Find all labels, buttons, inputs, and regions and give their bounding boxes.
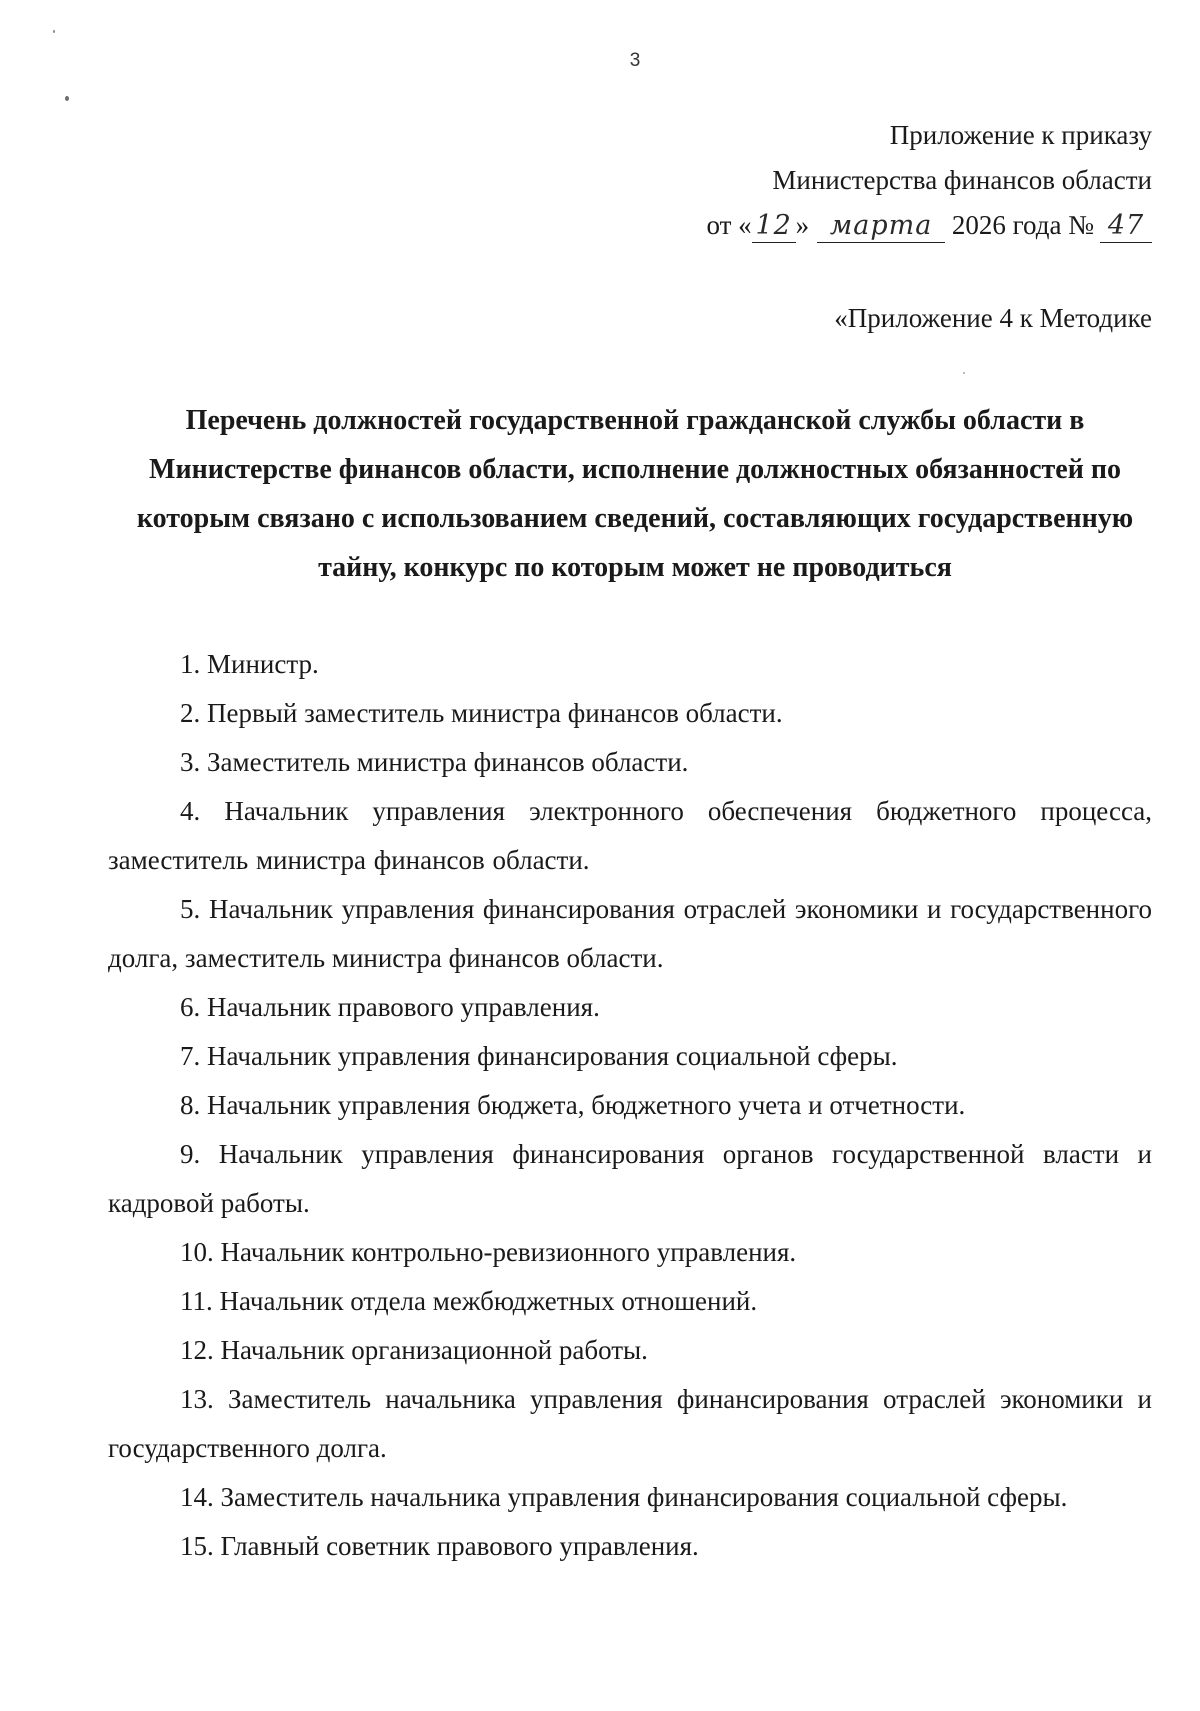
list-item: 4. Начальник управления электронного обеспечения бюджетного процесса, заместитель министра финансов области. — [108, 796, 1152, 875]
list-item: 7. Начальник управления финансирования социальной сферы. — [180, 1041, 898, 1071]
scan-speck — [53, 30, 55, 33]
day-field — [752, 210, 796, 243]
approval-block — [706, 113, 1152, 248]
list-item: 14. Заместитель начальника управления финансирования социальной сферы. — [180, 1482, 1068, 1512]
order-number-field — [1100, 210, 1152, 243]
list-item: 2. Первый заместитель министра финансов области. — [180, 698, 783, 728]
list-item: 3. Заместитель министра финансов области. — [180, 747, 689, 777]
approval-line-1: Приложение к приказу — [889, 120, 1152, 150]
appendix-reference: «Приложение 4 к Методике — [834, 303, 1152, 333]
list-item: 6. Начальник правового управления. — [180, 992, 600, 1022]
positions-list — [108, 640, 1152, 1571]
list-item: 1. Министр. — [180, 649, 319, 679]
list-item: 9. Начальник управления финансирования органов государственной власти и кадровой работы. — [108, 1139, 1152, 1218]
approval-line-2: Министерства финансов области — [772, 165, 1152, 195]
list-item: 11. Начальник отдела межбюджетных отношений. — [180, 1286, 758, 1316]
date-prefix: от « — [706, 210, 752, 240]
list-item: 5. Начальник управления финансирования отраслей экономики и государственного долга, заместитель министра финансов области. — [108, 894, 1152, 973]
list-item: 10. Начальник контрольно-ревизионного управления. — [180, 1237, 797, 1267]
document-title: Перечень должностей государственной гражданской службы области в Министерстве финансов области, исполнение должностных обязанностей по которым связано с использованием сведений, составляющих государственную тайну, конкурс по которым может не проводиться — [136, 405, 1134, 583]
list-item: 13. Заместитель начальника управления финансирования отраслей экономики и государственного долга. — [108, 1384, 1152, 1463]
day-suffix: » — [795, 210, 810, 240]
page-number: 3 — [629, 50, 641, 71]
list-item: 12. Начальник организационной работы. — [180, 1335, 648, 1365]
scan-speck — [65, 96, 69, 101]
month-field — [817, 210, 945, 243]
handwritten-day: 12 — [755, 210, 792, 241]
year-text: 2026 года № — [951, 210, 1094, 240]
approval-date-line — [706, 203, 1152, 248]
scan-speck — [963, 372, 965, 374]
handwritten-order-number: 47 — [1107, 210, 1145, 241]
list-item: 15. Главный советник правового управления. — [180, 1531, 699, 1561]
handwritten-month: марта — [829, 210, 933, 241]
list-item: 8. Начальник управления бюджета, бюджетного учета и отчетности. — [180, 1090, 966, 1120]
